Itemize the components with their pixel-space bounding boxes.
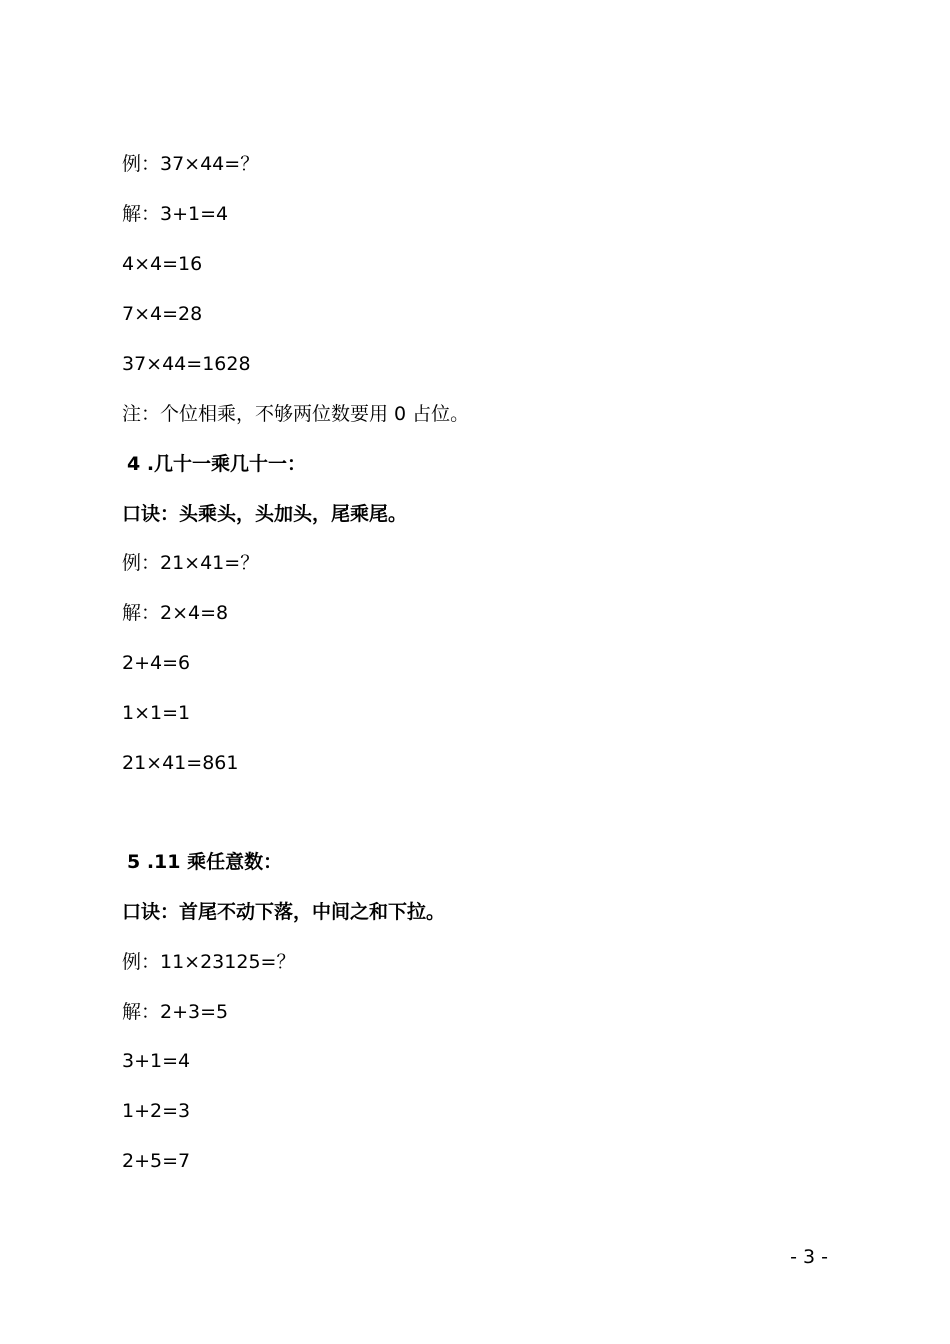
solution-step-3: 1+2=3 (122, 1100, 191, 1122)
solution-step-1: 解：3+1=4 (122, 203, 229, 225)
solution-result: 37×44=1628 (122, 353, 251, 375)
note-text: 注：个位相乘，不够两位数要用 0 占位。 (122, 403, 470, 425)
section-heading-4: 4 .几十一乘几十一： (127, 453, 307, 475)
mnemonic-5: 口诀：首尾不动下落，中间之和下拉。 (122, 901, 446, 923)
page-number: - 3 - (790, 1246, 828, 1268)
solution-step-2: 3+1=4 (122, 1050, 191, 1072)
example-11x23125: 例：11×23125=？ (122, 951, 296, 973)
solution-step-2: 2+4=6 (122, 652, 191, 674)
solution-step-3: 7×4=28 (122, 303, 203, 325)
solution-step-1: 解：2×4=8 (122, 602, 229, 624)
mnemonic-4: 口诀：头乘头，头加头，尾乘尾。 (122, 503, 408, 525)
solution-step-1: 解：2+3=5 (122, 1001, 229, 1023)
solution-step-2: 4×4=16 (122, 253, 203, 275)
solution-step-3: 1×1=1 (122, 702, 191, 724)
solution-result: 21×41=861 (122, 752, 239, 774)
example-37x44: 例：37×44=？ (122, 153, 260, 175)
example-21x41: 例：21×41=？ (122, 552, 260, 574)
section-heading-5: 5 .11 乘任意数： (127, 851, 283, 873)
solution-step-4: 2+5=7 (122, 1150, 191, 1172)
